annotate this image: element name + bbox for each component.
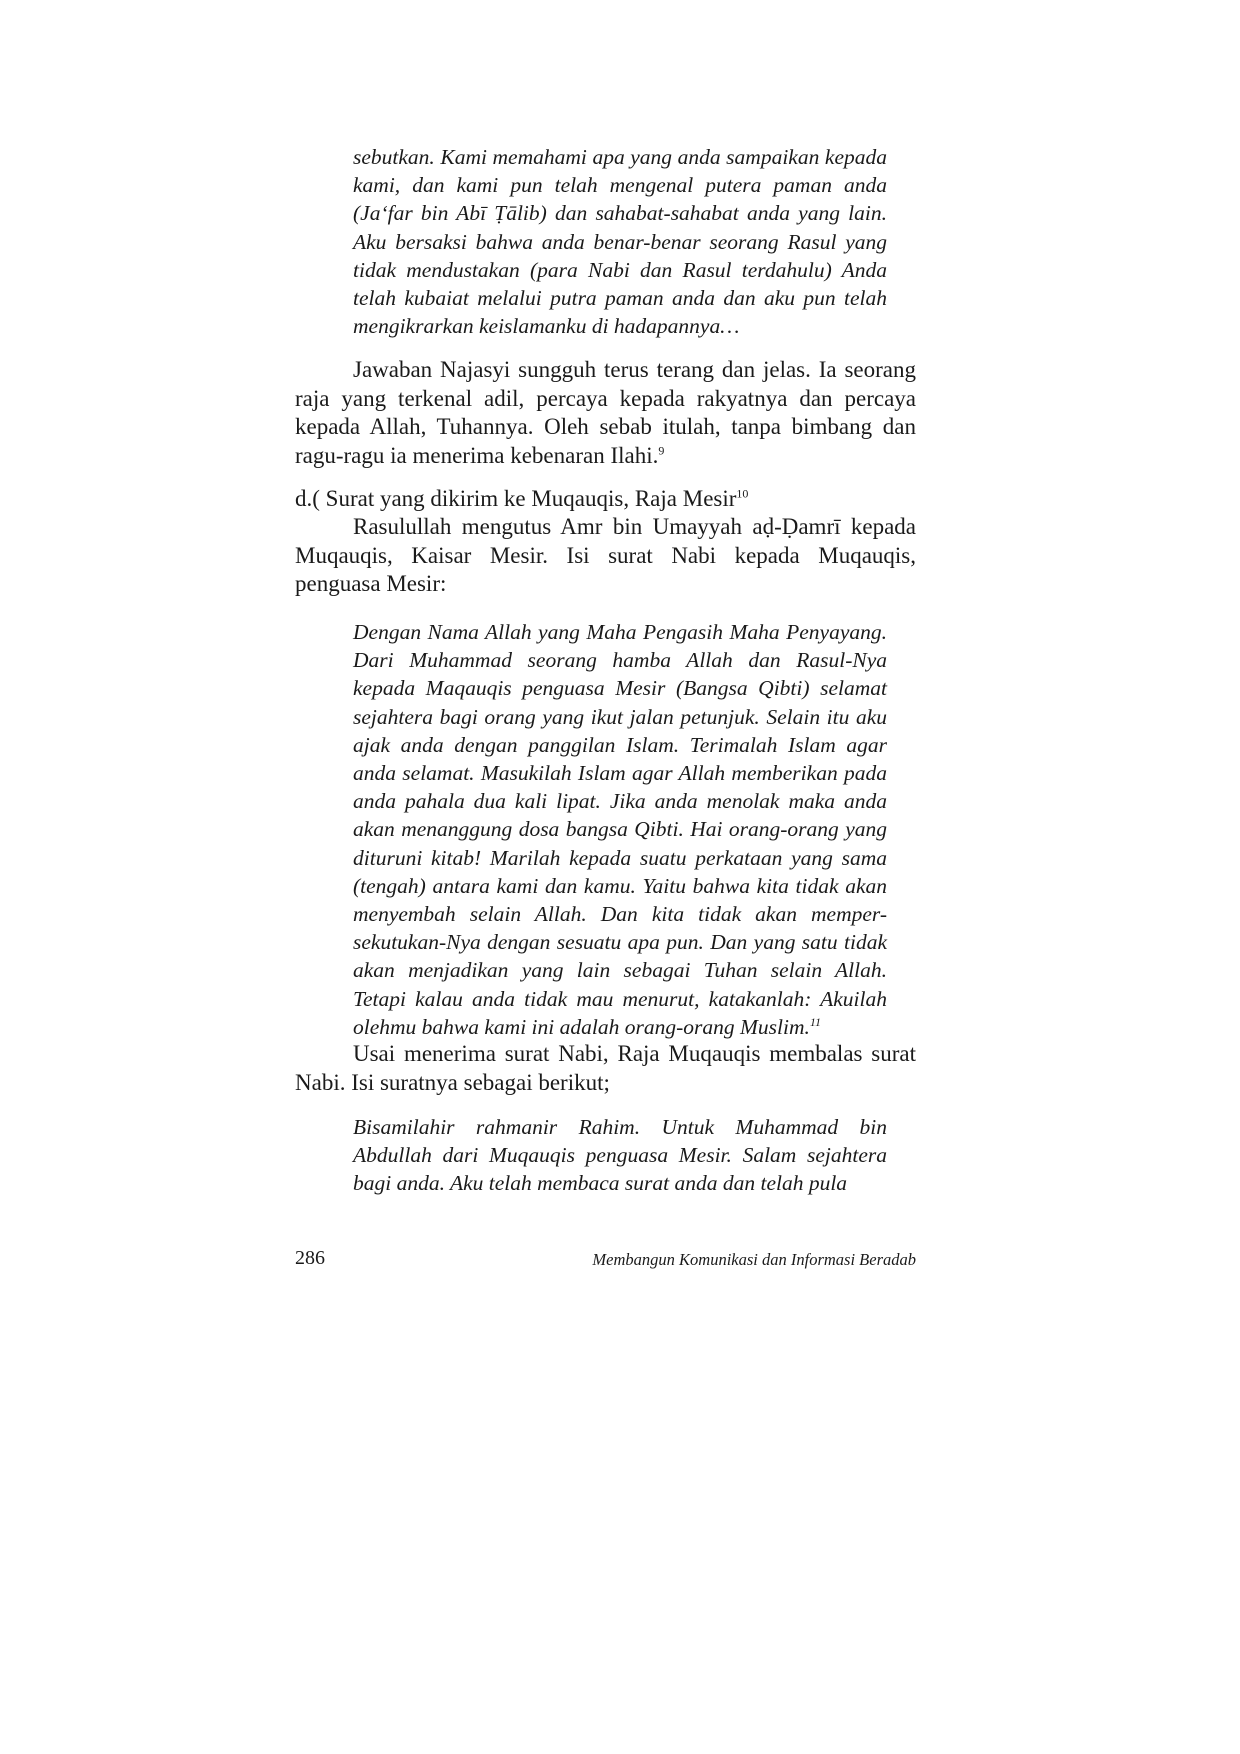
paragraph-najasyi-answer bbox=[295, 356, 916, 470]
paragraph-muqauqis-reply bbox=[295, 1040, 916, 1097]
quote-najasyi-letter bbox=[353, 143, 887, 340]
section-heading-muqauqis bbox=[295, 485, 916, 514]
page-number: 286 bbox=[295, 1247, 325, 1269]
quote-nabi-letter bbox=[353, 618, 887, 1041]
section-heading-text: d.( Surat yang dikirim ke Muqauqis, Raja Mesir bbox=[295, 486, 737, 511]
paragraph-najasyi-text: Jawaban Najasyi sungguh terus terang dan jelas. Ia seorang raja yang terkenal adil, percaya kepada rakyatnya dan percaya kepada Allah, Tuhannya. Oleh sebab itulah, tanpa bimbang dan ragu-ragu ia menerima kebenaran Ilahi. bbox=[295, 357, 916, 468]
running-footer-title: Membangun Komunikasi dan Informasi Beradab bbox=[592, 1250, 916, 1269]
quote-muqauqis-text: Bisamilahir rahmanir Rahim. Untuk Muhammad bin Abdullah dari Muqauqis penguasa Mesir. Salam sejahtera bagi anda. Aku telah membaca surat anda dan telah pula bbox=[353, 1115, 887, 1196]
paragraph-muqauqis-text: Usai menerima surat Nabi, Raja Muqauqis membalas surat Nabi. Isi suratnya sebagai berikut; bbox=[295, 1041, 916, 1095]
quote-nabi-text: Dengan Nama Allah yang Maha Pengasih Maha Penyayang. Dari Muhammad seorang hamba Allah dan Rasul-Nya kepada Maqauqis penguasa Mesir (Bangsa Qibti) selamat sejahtera bagi orang yang ikut jalan petunjuk. Selain itu aku ajak anda dengan panggilan Islam. Terimalah Islam agar anda selamat. Masukilah Islam agar Allah memberikan pada anda pahala dua kali lipat. Jika anda menolak maka anda akan menanggung dosa bangsa Qibti. Hai orang-orang yang dituruni kitab! Marilah kepada suatu perkataan yang sama (tengah) antara kami dan kamu. Yaitu bahwa kita tidak akan menyembah selain Allah. Dan kita tidak akan memper-sekutukan-Nya dengan sesuatu apa pun. Dan yang satu tidak akan menjadikan yang lain sebagai Tuhan selain Allah. Tetapi kalau anda tidak mau menurut, katakanlah: Akuilah olehmu bahwa kami ini adalah orang-orang Muslim. bbox=[353, 620, 887, 1039]
paragraph-rasulullah-text: Rasulullah mengutus Amr bin Umayyah aḍ-Ḍamrī kepada Muqauqis, Kaisar Mesir. Isi surat Nabi kepada Muqauqis, penguasa Mesir: bbox=[295, 514, 916, 596]
quote-najasyi-text: sebutkan. Kami memahami apa yang anda sampaikan kepada kami, dan kami pun telah mengenal putera paman anda (Ja‘far bin Abī Ṭālib) dan sahabat-sahabat anda yang lain. Aku bersaksi bahwa anda benar-benar seorang Rasul yang tidak mendustakan (para Nabi dan Rasul terdahulu) Anda telah kubaiat melalui putra paman anda dan aku pun telah mengikrarkan keislamanku di hadapannya… bbox=[353, 145, 887, 339]
footnote-ref-9: 9 bbox=[658, 442, 665, 457]
footnote-ref-10: 10 bbox=[736, 486, 749, 501]
paragraph-rasulullah-mengutus bbox=[295, 513, 916, 599]
quote-muqauqis-letter bbox=[353, 1113, 887, 1198]
footnote-ref-11: 11 bbox=[809, 1014, 821, 1029]
